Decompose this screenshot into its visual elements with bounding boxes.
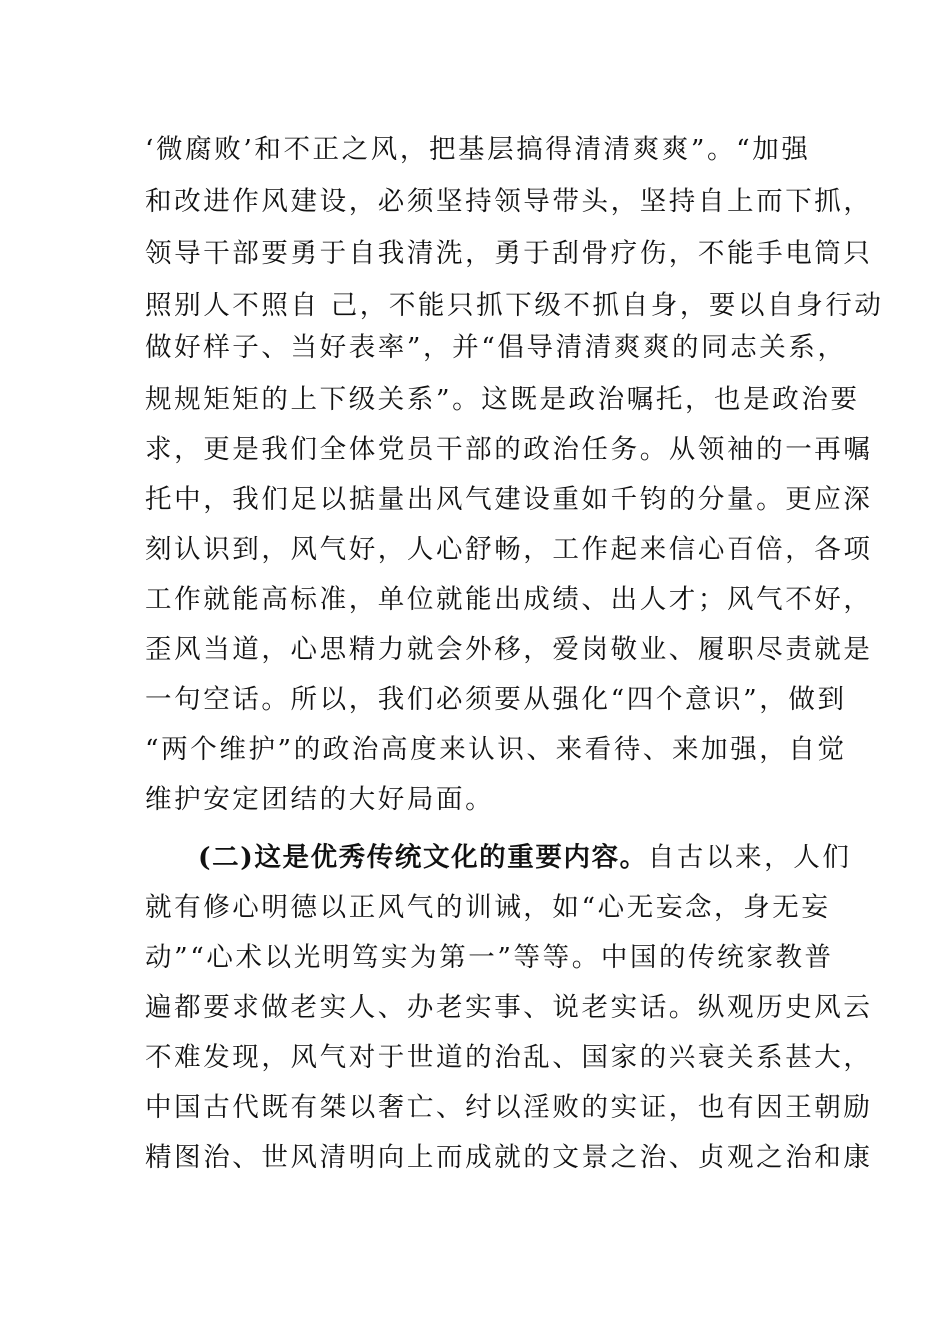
paragraph-2-line-6: 中国古代既有桀以奢亡、纣以淫败的实证，也有因王朝励 — [145, 1092, 873, 1123]
paragraph-2-line-5: 不难发现，风气对于世道的治乱、国家的兴衰关系甚大， — [145, 1042, 873, 1073]
paragraph-2-line-3: 动”“心术以光明笃实为第一”等等。中国的传统家教普 — [145, 942, 834, 973]
paragraph-2-line-7: 精图治、世风清明向上而成就的文景之治、贞观之治和康 — [145, 1142, 873, 1173]
paragraph-1-line-10: 工作就能高标准，单位就能出成绩、出人才；风气不好， — [145, 584, 873, 615]
paragraph-2-line-4: 遍都要求做老实人、办老实事、说老实话。纵观历史风云 — [145, 992, 873, 1023]
paragraph-2-line-2: 就有修心明德以正风气的训诫，如“心无妄念，身无妄 — [145, 892, 831, 923]
paragraph-1-line-3: 领导干部要勇于自我清洗，勇于刮骨疗伤，不能手电筒只 — [145, 238, 873, 269]
paragraph-1-line-11: 歪风当道，心思精力就会外移，爱岗敬业、履职尽责就是 — [145, 634, 873, 665]
paragraph-1-line-7: 求，更是我们全体党员干部的政治任务。从领袖的一再嘱 — [145, 434, 873, 465]
paragraph-2-line-1 — [198, 838, 852, 878]
paragraph-2-line-1-text: 自古以来，人们 — [647, 842, 852, 873]
paragraph-1-line-14: 维护安定团结的大好局面。 — [145, 784, 495, 815]
paragraph-1-line-4: 照别人不照自 己，不能只抓下级不抓自身，要以自身行动 — [145, 290, 884, 321]
paragraph-1-line-9: 刻认识到，风气好，人心舒畅，工作起来信心百倍，各项 — [145, 534, 873, 565]
paragraph-1-line-1: ‘微腐败’和不正之风，把基层搞得清清爽爽”。“加强 — [145, 134, 811, 165]
paragraph-1-line-5: 做好样子、当好表率”，并“倡导清清爽爽的同志关系， — [145, 332, 847, 363]
paragraph-1-line-8: 托中，我们足以掂量出风气建设重如千钧的分量。更应深 — [145, 484, 873, 515]
paragraph-1-line-13: “两个维护”的政治高度来认识、来看待、来加强，自觉 — [145, 734, 847, 765]
paragraph-1-line-6: 规规矩矩的上下级关系”。这既是政治嘱托，也是政治要 — [145, 384, 860, 415]
paragraph-1-line-2: 和改进作风建设，必须坚持领导带头，坚持自上而下抓， — [145, 186, 873, 217]
section-heading: (二)这是优秀传统文化的重要内容。 — [198, 842, 648, 873]
paragraph-1-line-12: 一句空话。所以，我们必须要从强化“四个意识”，做到 — [145, 684, 847, 715]
